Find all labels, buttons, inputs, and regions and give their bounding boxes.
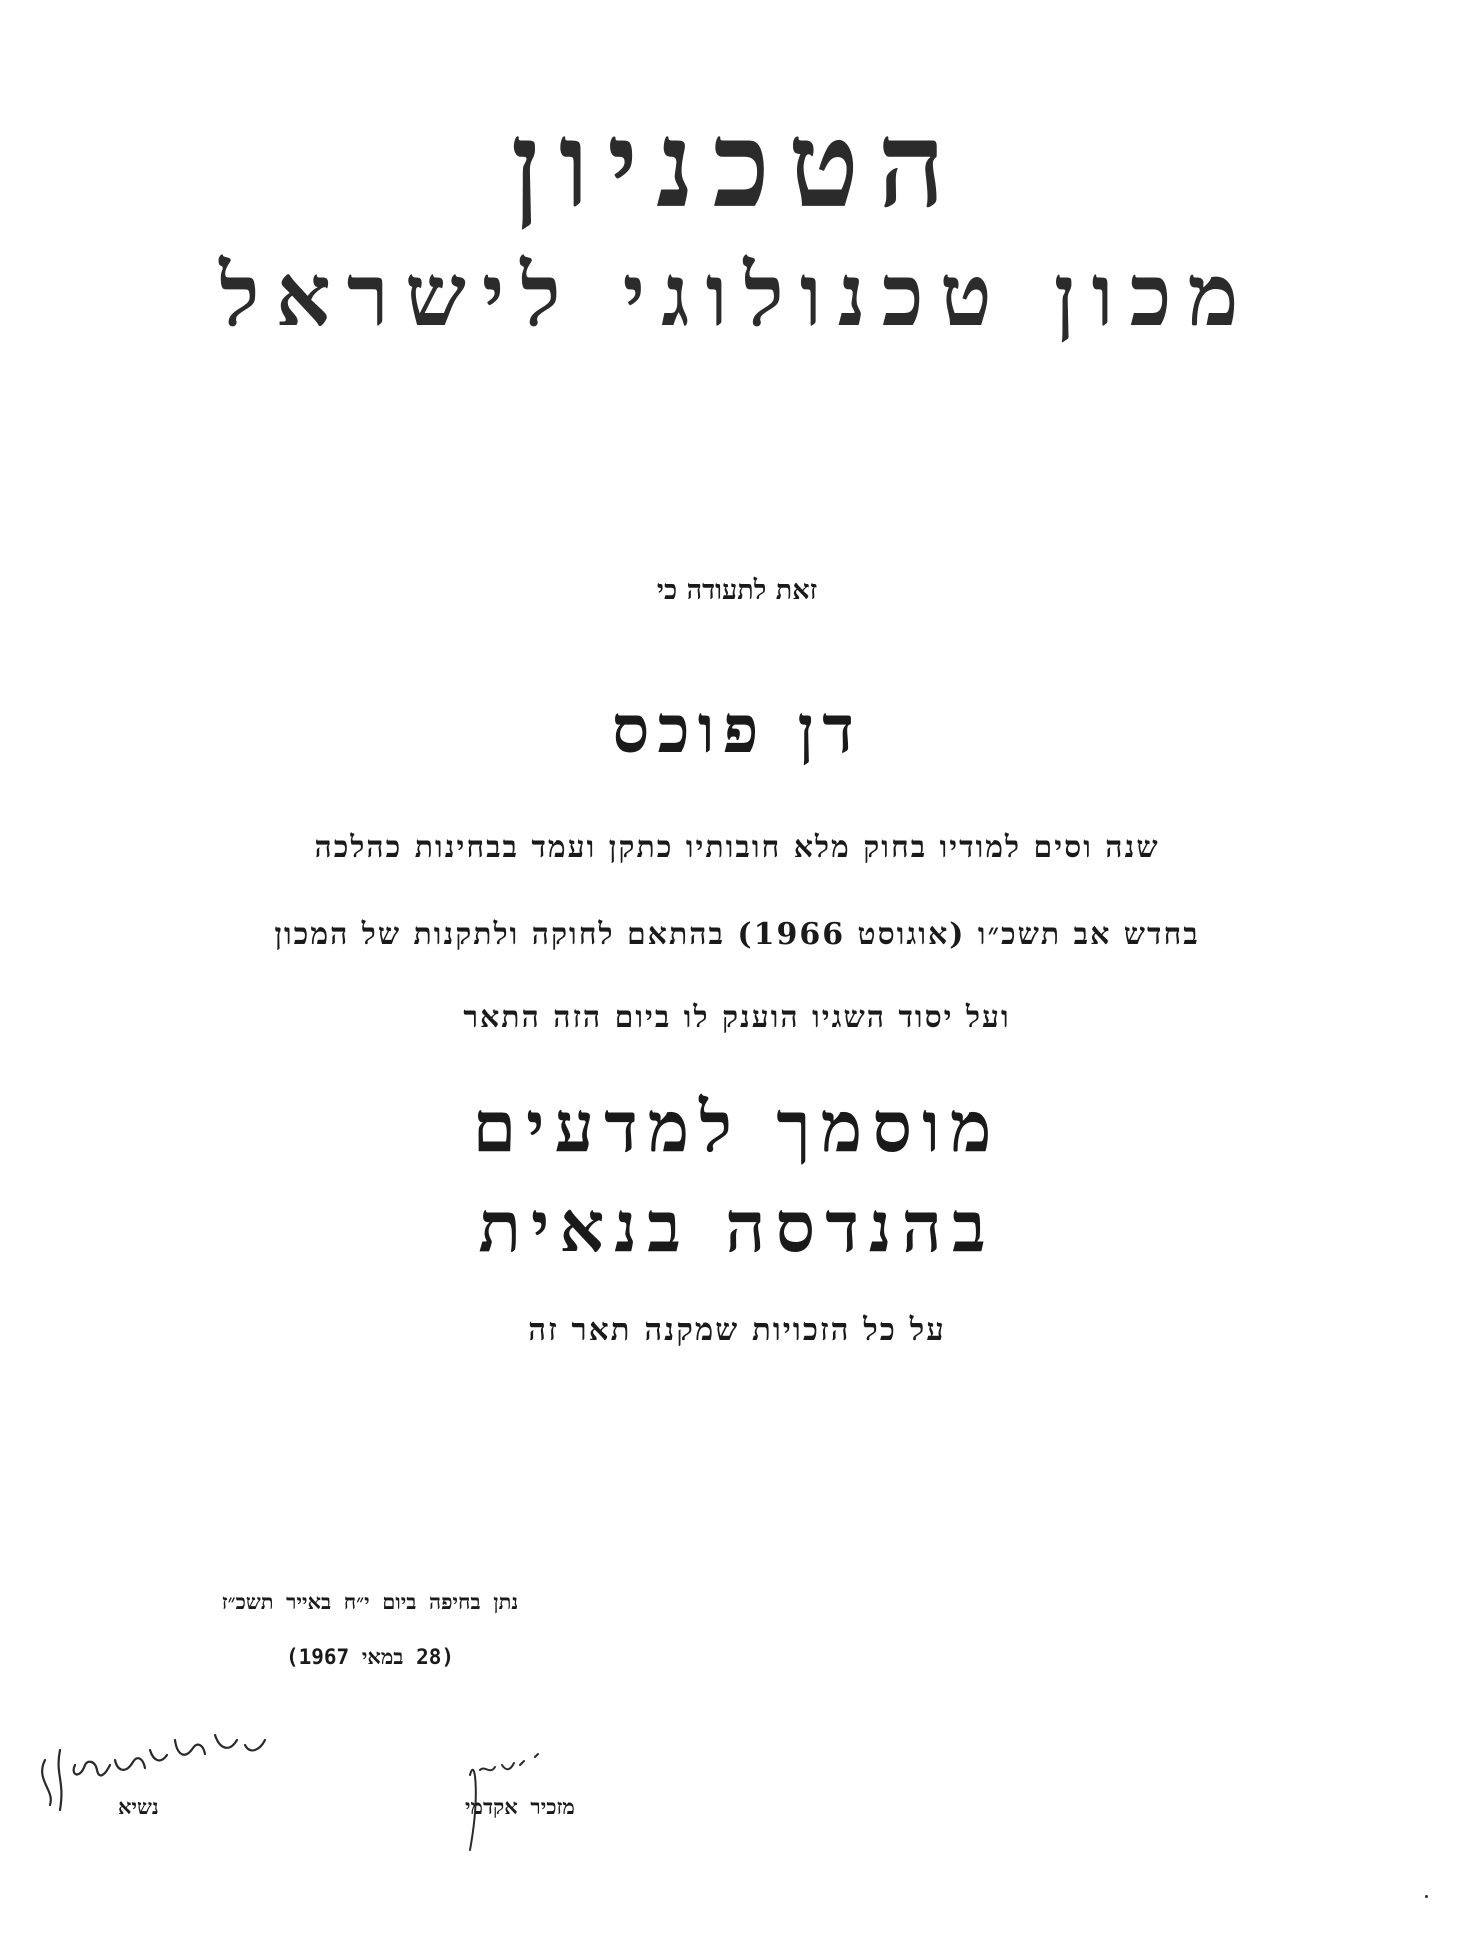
degree-title-line-2: בהנדסה בנאית xyxy=(478,1185,996,1268)
degree-title-line-1: מוסמך למדעים xyxy=(472,1085,1002,1168)
recipient-name: דן פוכס xyxy=(611,690,863,768)
certification-intro: זאת לתעודה כי xyxy=(656,575,818,606)
issue-date-hebrew: נתן בחיפה ביום י״ח באייר תשכ״ז xyxy=(221,1590,519,1614)
body-text-line-1: שנה וסים למודיו בחוק מלא חובותיו כתקן ועמד בבחינות כהלכה xyxy=(314,830,1160,865)
degree-rights-text: על כל הזכויות שמקנה תאר זה xyxy=(528,1312,946,1348)
institution-subtitle: מכון טכנולוגי לישראל xyxy=(219,245,1255,346)
secretary-label: מזכיר אקדמי xyxy=(465,1795,575,1819)
scan-speck xyxy=(1425,1895,1428,1898)
president-label: נשיא xyxy=(118,1795,159,1819)
body-text-line-2: בחדש אב תשכ״ו (אוגוסט 1966) בהתאם לחוקה ולתקנות של המכון xyxy=(274,917,1200,952)
body-text-line-3: ועל יסוד השגיו הוענק לו ביום הזה התאר xyxy=(463,1000,1011,1035)
issue-date-gregorian: (28 במאי 1967) xyxy=(285,1645,455,1669)
institution-title: הטכניון xyxy=(510,95,964,234)
